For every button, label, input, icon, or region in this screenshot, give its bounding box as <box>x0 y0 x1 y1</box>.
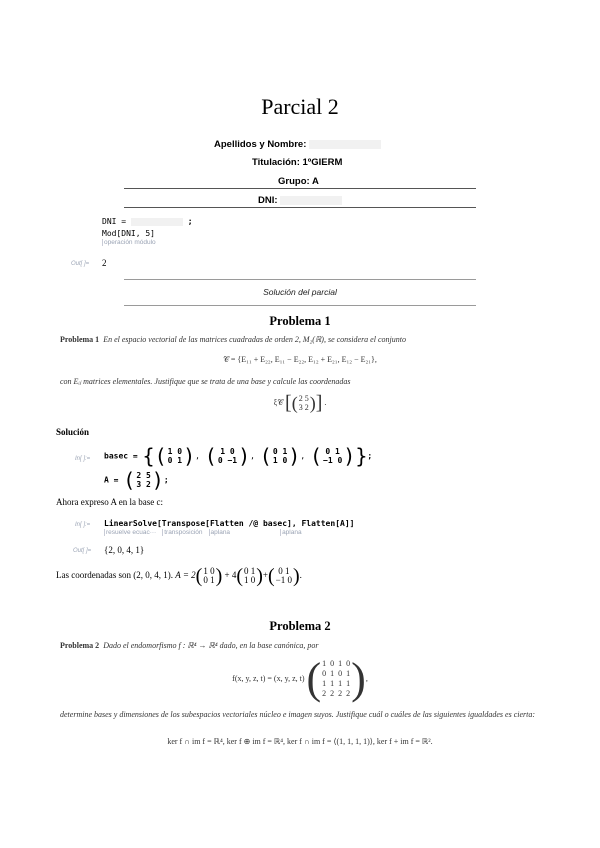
output-value-1: 2 <box>102 258 107 268</box>
problem1-xi: ξ𝒞 [ ( 2 5 3 2 ) ] . <box>273 392 327 414</box>
problem1-label: Problema 1 <box>60 335 100 344</box>
express-text: Ahora expreso A en la base c: <box>56 497 163 507</box>
degree-label: Titulación: <box>252 157 300 168</box>
problem2-label: Problema 2 <box>60 641 100 650</box>
in-label-solve: In[ ]:= <box>75 522 91 528</box>
solve-hints: resuelve ecuac··· transposición aplana aplana <box>106 529 302 536</box>
conclusion: Las coordenadas son (2, 0, 4, 1). A = 2 ( 1 0 0 1 ) + 4 ( 0 1 1 0 ) + ( 0 1 −1 0 ) . <box>56 565 302 587</box>
solve-code: LinearSolve[Transpose[Flatten /@ basec], Flatten[A]] <box>104 519 355 528</box>
degree-field <box>252 157 342 168</box>
problem2-heading: Problema 2 <box>269 619 331 633</box>
problem1-heading: Problema 1 <box>269 314 331 328</box>
group-value: A <box>311 176 319 187</box>
header-rule-bottom <box>124 207 476 208</box>
solution-rule-top <box>124 279 476 280</box>
mod-hint: operación módulo <box>104 239 156 246</box>
header-rule-top <box>124 188 476 189</box>
redacted-name <box>309 140 381 149</box>
solution-title: Solución <box>56 427 90 437</box>
problem2-formula: f(x, y, z, t) = (x, y, z, t) ( 1 0 1 0 0 1 0 1 1 1 1 1 2 2 2 2 ) , <box>232 654 368 703</box>
group-label: Grupo: <box>278 176 310 187</box>
document-title: Parcial 2 <box>261 94 339 119</box>
problem2-equalities: ker f ∩ im f = ℝ⁴, ker f ⊕ im f = ℝ⁴, ker f ∩ im f = ⟨(1, 1, 1, 1)⟩, ker f + im f = ℝ². <box>167 737 433 746</box>
in-label-basec: In[ ]:= <box>75 456 91 462</box>
name-field <box>214 139 381 150</box>
out-label-1: Out[ ]= <box>71 261 90 267</box>
dni-label: DNI: <box>258 195 278 206</box>
name-label: Apellidos y Nombre: <box>214 139 307 150</box>
out-label-solve: Out[ ]= <box>73 548 92 554</box>
output-value-solve: {2, 0, 4, 1} <box>104 545 145 555</box>
redacted-dni-value <box>131 218 183 226</box>
solution-rule-bottom <box>124 305 476 306</box>
input-cell-basec[interactable]: basec = { ( 1 0 0 1 ) , ( 1 0 0 −1 ) , ( 0 1 1 0 ) , ( 0 1 −1 0 ) } ; <box>104 444 373 468</box>
input-cell-dni[interactable] <box>102 217 193 246</box>
mod-line: Mod[DNI, 5] <box>102 229 155 238</box>
solution-caption: Solución del parcial <box>263 287 337 297</box>
problem2-text: Dado el endomorfismo f : ℝ⁴ → ℝ⁴ dado, en la base canónica, por <box>103 641 319 650</box>
semicolon: ; <box>187 217 193 226</box>
degree-value: 1ºGIERM <box>302 157 343 168</box>
problem1-text: En el espacio vectorial de las matrices cuadradas de orden 2, M₂(ℝ), se considera el conjunto <box>103 335 406 344</box>
problem1-set: 𝒞 = {E₁₁ + E₂₂, E₁₁ − E₂₂, E₁₂ + E₂₁, E₁₂ − E₂₁}, <box>223 355 377 364</box>
problem2-statement2: determine bases y dimensiones de los subespacios vectoriales núcleo e imagen suyos. Justifique cuál o cuáles de las siguientes igualdades es cierta: <box>60 710 536 719</box>
redacted-dni <box>280 196 342 205</box>
dni-field <box>258 195 342 206</box>
input-cell-a[interactable]: A = ( 2 5 3 2 ) ; <box>104 468 169 492</box>
problem1-statement <box>60 335 540 344</box>
problem2-statement <box>60 641 540 650</box>
input-cell-solve[interactable] <box>104 519 354 536</box>
dni-assign: DNI = <box>102 217 127 226</box>
problem1-statement2: con Eᵢⱼ matrices elementales. Justifique que se trata de una base y calcule las coordenadas <box>60 377 351 386</box>
group-field <box>278 176 319 187</box>
